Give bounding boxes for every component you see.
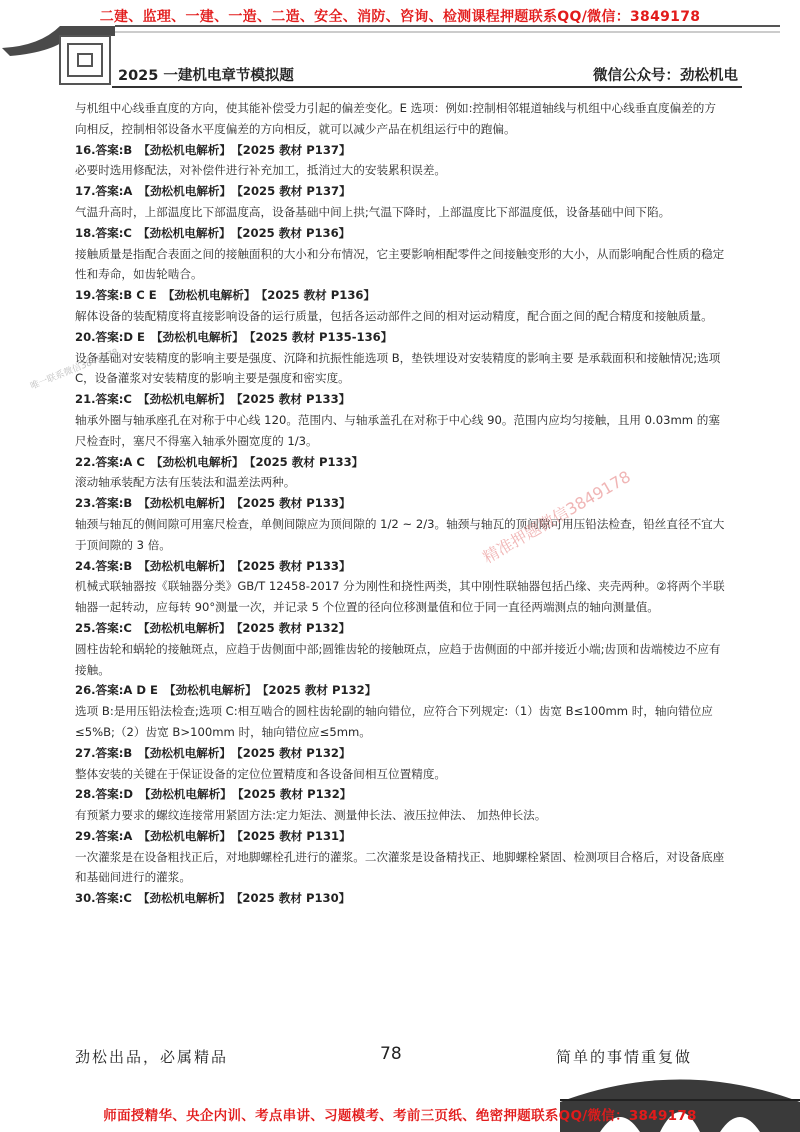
answer-number: 25.答案:C xyxy=(75,620,132,635)
analysis-source: 【劲松机电解析】 xyxy=(138,142,231,157)
answer-heading xyxy=(75,285,727,306)
answer-heading xyxy=(75,327,727,348)
textbook-reference: 【2025 教材 P133】 xyxy=(236,496,351,511)
answer-number: 19.答案:B C E xyxy=(75,288,157,303)
explanation-paragraph: 必要时选用修配法，对补偿件进行补充加工，抵消过大的安装累积误差。 xyxy=(75,163,447,178)
explanation-paragraph: 机械式联轴器按《联轴器分类》GB/T 12458-2017 分为刚性和挠性两类，其中刚性联轴器包括凸缘、夹壳两种。②将两个半联轴器一起转动，应每转 90°测量一次，并记录 5 个位置的径向位移测量值和位于同一直径两端测点的轴向测量值。 xyxy=(75,579,725,615)
analysis-source: 【劲松机电解析】 xyxy=(150,454,244,469)
textbook-reference: 【2025 教材 P132】 xyxy=(262,683,377,698)
textbook-reference: 【2025 教材 P136】 xyxy=(236,225,351,240)
answer-heading xyxy=(75,826,727,847)
answer-heading xyxy=(75,618,727,639)
answer-number: 27.答案:B xyxy=(75,745,133,760)
analysis-source: 【劲松机电解析】 xyxy=(137,392,231,407)
textbook-reference: 【2025 教材 P130】 xyxy=(236,891,351,906)
explanation-paragraph: 有预紧力要求的螺纹连接常用紧固方法:定力矩法、测量伸长法、液压拉伸法、 加热伸长法。 xyxy=(75,808,547,823)
footer-slogan-right: 简单的事情重复做 xyxy=(556,1048,693,1066)
answer-heading xyxy=(75,181,727,202)
analysis-source: 【劲松机电解析】 xyxy=(137,891,231,906)
textbook-reference: 【2025 教材 P137】 xyxy=(237,184,351,199)
answer-number: 30.答案:C xyxy=(75,891,132,906)
analysis-source: 【劲松机电解析】 xyxy=(137,225,231,240)
analysis-source: 【劲松机电解析】 xyxy=(150,329,244,344)
answer-number: 16.答案:B xyxy=(75,142,133,157)
textbook-reference: 【2025 教材 P133】 xyxy=(236,558,351,573)
explanation-paragraph: 设备基础对安装精度的影响主要是强度、沉降和抗振性能选项 B，垫铁埋设对安装精度的影响主要 是承载面积和接触情况;选项 C，设备灌浆对安装精度的影响主要是强度和密实度。 xyxy=(75,350,721,386)
answer-number: 21.答案:C xyxy=(75,392,132,407)
explanation-paragraph: 轴颈与轴瓦的侧间隙可用塞尺检查，单侧间隙应为顶间隙的 1/2 ~ 2/3。轴颈与轴瓦的顶间隙可用压铅法检查，铅丝直径不宜大于顶间隙的 3 倍。 xyxy=(75,516,725,552)
answer-number: 29.答案:A xyxy=(75,828,133,843)
answer-explanations xyxy=(75,98,727,909)
bottom-contact-banner: 师面授精华、央企内训、考点串讲、习题模考、考前三页纸、绝密押题联系QQ/微信：3849178 xyxy=(103,1108,697,1124)
footer-slogan-left: 劲松出品，必属精品 xyxy=(75,1048,229,1066)
answer-number: 28.答案:D xyxy=(75,787,133,802)
analysis-source: 【劲松机电解析】 xyxy=(138,745,231,760)
answer-heading xyxy=(75,389,727,410)
answer-heading xyxy=(75,452,727,473)
analysis-source: 【劲松机电解析】 xyxy=(138,496,231,511)
top-contact-banner: 二建、监理、一建、一造、二造、安全、消防、咨询、检测课程押题联系QQ/微信：3849178 xyxy=(99,9,701,25)
textbook-reference: 【2025 教材 P135-136】 xyxy=(249,329,393,344)
explanation-paragraph: 轴承外圈与轴承座孔在对称于中心线 120。范围内、与轴承盖孔在对称于中心线 90。范围内应均匀接触，且用 0.03mm 的塞尺检查时，塞尺不得塞入轴承外圈宽度的 1/3。 xyxy=(75,412,720,448)
analysis-source: 【劲松机电解析】 xyxy=(138,184,232,199)
analysis-source: 【劲松机电解析】 xyxy=(138,558,231,573)
answer-number: 17.答案:A xyxy=(75,184,133,199)
answer-number: 18.答案:C xyxy=(75,225,132,240)
textbook-reference: 【2025 教材 P133】 xyxy=(236,392,351,407)
explanation-paragraph: 解体设备的装配精度将直接影响设备的运行质量，包括各运动部件之间的相对运动精度，配合面之间的配合精度和接触质量。 xyxy=(75,308,713,323)
explanation-paragraph: 滚动轴承装配方法有压装法和温差法两种。 xyxy=(75,475,296,490)
textbook-reference: 【2025 教材 P136】 xyxy=(261,288,376,303)
answer-heading xyxy=(75,888,727,909)
textbook-reference: 【2025 教材 P131】 xyxy=(237,828,351,843)
header-divider xyxy=(112,86,742,88)
side-watermark-text: 唯一联系微信3849178 xyxy=(29,347,121,393)
answer-heading xyxy=(75,140,727,161)
analysis-source: 【劲松机电解析】 xyxy=(163,683,257,698)
analysis-source: 【劲松机电解析】 xyxy=(138,828,232,843)
explanation-paragraph: 气温升高时，上部温度比下部温度高，设备基础中间上拱;气温下降时，上部温度比下部温度低，设备基础中间下陷。 xyxy=(75,204,671,219)
textbook-reference: 【2025 教材 P132】 xyxy=(237,787,352,802)
answer-heading xyxy=(75,493,727,514)
watermark-text: 精准押题微信3849178 xyxy=(479,466,634,568)
answer-heading xyxy=(75,743,727,764)
answer-heading xyxy=(75,556,727,577)
textbook-reference: 【2025 教材 P132】 xyxy=(236,620,351,635)
answer-heading xyxy=(75,680,727,701)
wechat-account-label: 微信公众号：劲松机电 xyxy=(593,68,738,84)
analysis-source: 【劲松机电解析】 xyxy=(162,288,256,303)
answer-number: 26.答案:A D E xyxy=(75,683,158,698)
answer-heading xyxy=(75,784,727,805)
explanation-paragraph: 选项 B:是用压铅法检查;选项 C:相互啮合的圆柱齿轮副的轴向错位，应符合下列规定:（1）齿宽 B≤100mm 时，轴向错位应≤5%B;（2）齿宽 B>100mm 时，轴向错位应≤5mm。 xyxy=(75,704,713,739)
answer-number: 22.答案:A C xyxy=(75,454,145,469)
explanation-paragraph: 整体安装的关键在于保证设备的定位位置精度和各设备间相互位置精度。 xyxy=(75,766,447,781)
document-title: 2025 一建机电章节模拟题 xyxy=(118,68,294,84)
answer-number: 20.答案:D E xyxy=(75,329,145,344)
textbook-reference: 【2025 教材 P137】 xyxy=(236,142,351,157)
explanation-paragraph: 一次灌浆是在设备粗找正后，对地脚螺栓孔进行的灌浆。二次灌浆是设备精找正、地脚螺栓紧固、检测项目合格后，对设备底座和基础间进行的灌浆。 xyxy=(75,849,725,885)
explanation-paragraph: 与机组中心线垂直度的方向，使其能补偿受力引起的偏差变化。E 选项：例如:控制相邻辊道轴线与机组中心线垂直度偏差的方向相反，控制相邻设备水平度偏差的方向相反，就可以减少产品在机组运行中的跑偏。 xyxy=(75,101,716,136)
answer-number: 24.答案:B xyxy=(75,558,133,573)
answer-heading xyxy=(75,223,727,244)
analysis-source: 【劲松机电解析】 xyxy=(137,620,231,635)
analysis-source: 【劲松机电解析】 xyxy=(139,787,232,802)
answer-number: 23.答案:B xyxy=(75,496,133,511)
textbook-reference: 【2025 教材 P132】 xyxy=(236,745,351,760)
page-number: 78 xyxy=(380,1044,402,1064)
explanation-paragraph: 接触质量是指配合表面之间的接触面积的大小和分布情况，它主要影响相配零件之间接触变形的大小，从而影响配合性质的稳定性和寿命，如齿轮啮合。 xyxy=(75,246,725,282)
textbook-reference: 【2025 教材 P133】 xyxy=(249,454,364,469)
explanation-paragraph: 圆柱齿轮和蜗轮的接触斑点，应趋于齿侧面中部;圆锥齿轮的接触斑点，应趋于齿侧面的中部并接近小端;齿顶和齿端棱边不应有接触。 xyxy=(75,641,721,677)
